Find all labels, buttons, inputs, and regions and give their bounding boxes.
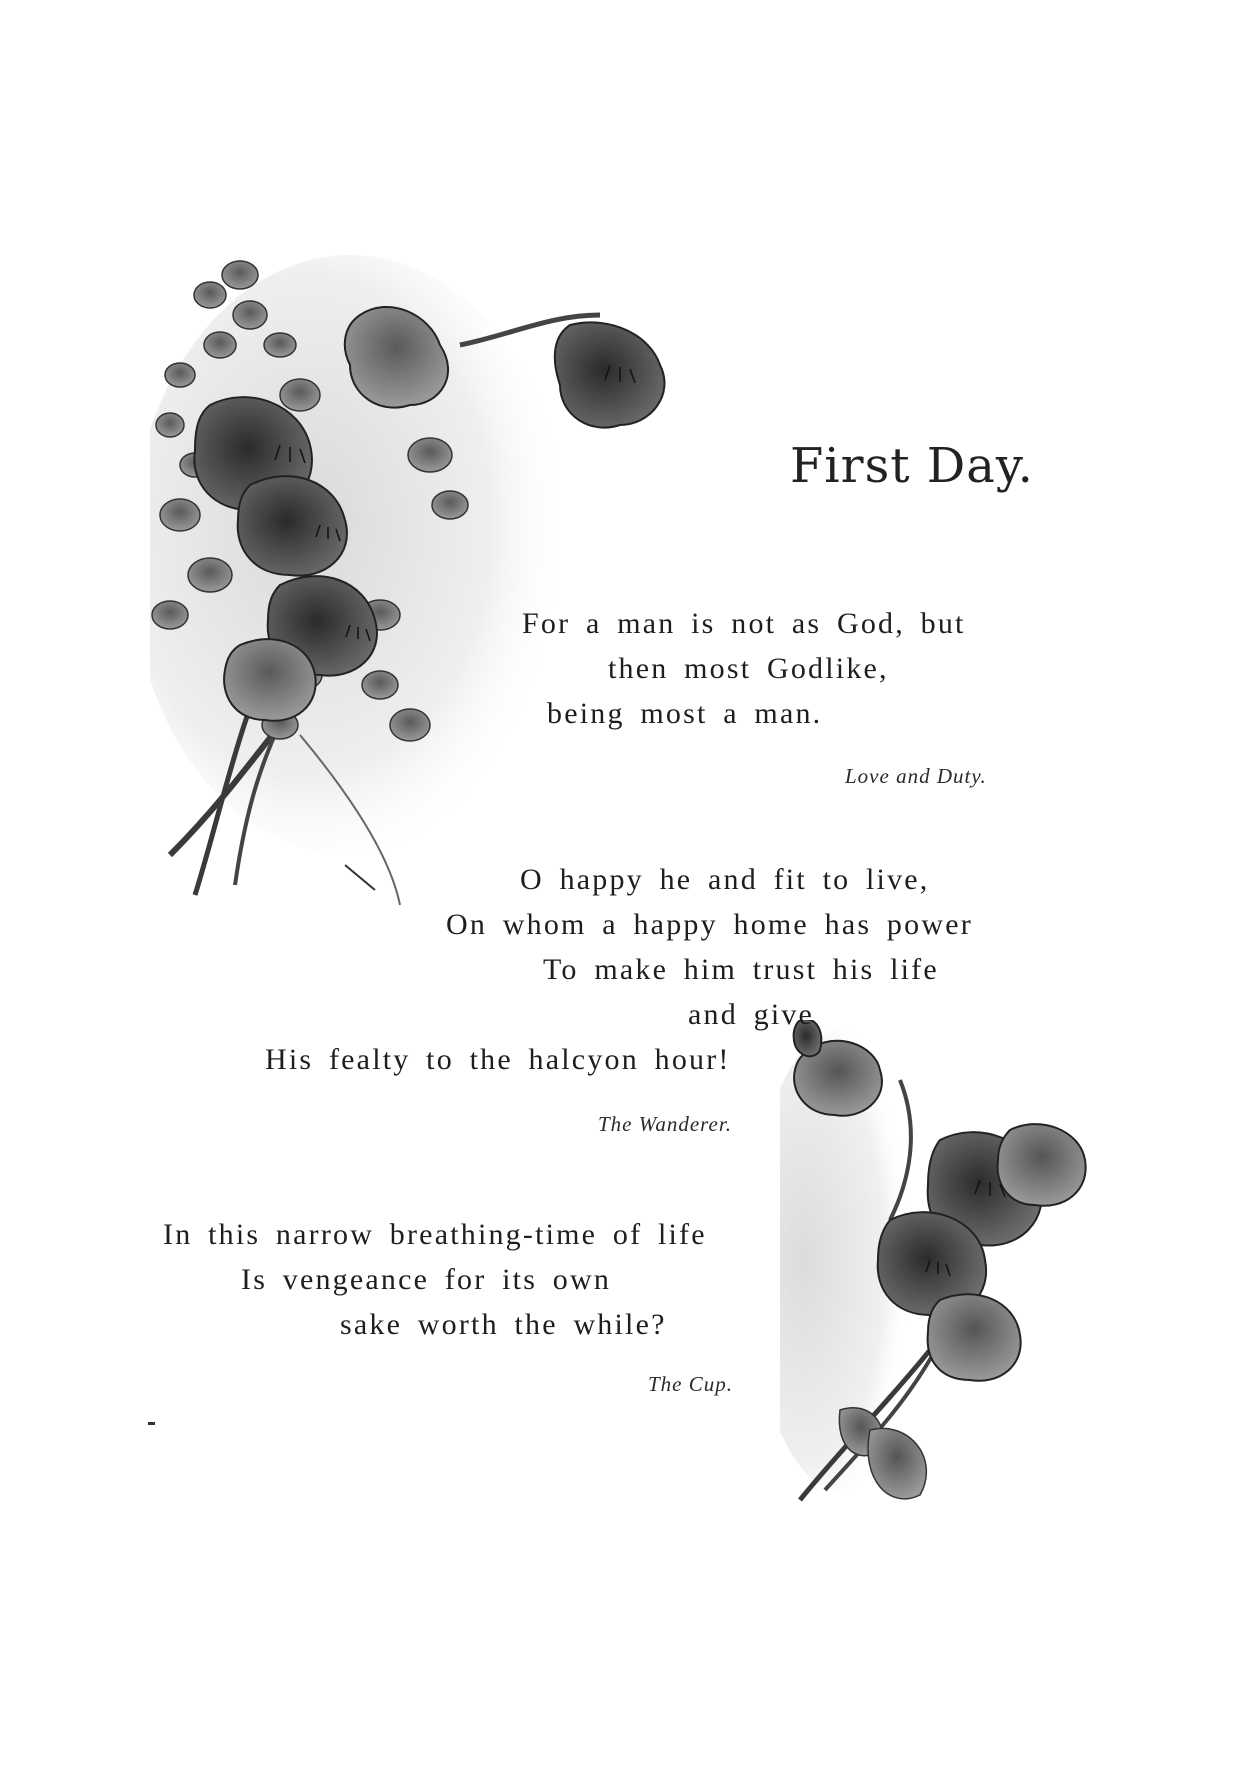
quote-1-line-2: then most Godlike, — [608, 652, 889, 685]
violet-sprig-illustration — [780, 1020, 1150, 1520]
quote-2-line-4: and give — [688, 998, 815, 1031]
quote-3-source: The Cup. — [648, 1372, 734, 1396]
quote-3-line-1: In this narrow breathing-time of life — [163, 1218, 707, 1251]
quote-1-source: Love and Duty. — [845, 764, 987, 788]
page-title: First Day. — [790, 438, 1034, 494]
quote-2-line-1: O happy he and fit to live, — [520, 863, 930, 896]
quote-3-line-2: Is vengeance for its own — [241, 1263, 612, 1296]
quote-1-line-3: being most a man. — [547, 697, 823, 730]
quote-2-line-3: To make him trust his life — [543, 953, 939, 986]
ink-speck — [148, 1422, 155, 1425]
quote-2-line-5: His fealty to the halcyon hour! — [265, 1043, 731, 1076]
quote-2-source: The Wanderer. — [598, 1112, 732, 1136]
quote-2-line-2: On whom a happy home has power — [446, 908, 973, 941]
quote-3-line-3: sake worth the while? — [340, 1308, 667, 1341]
violet-spray-illustration — [150, 255, 790, 955]
quote-1-line-1: For a man is not as God, but — [522, 607, 966, 640]
